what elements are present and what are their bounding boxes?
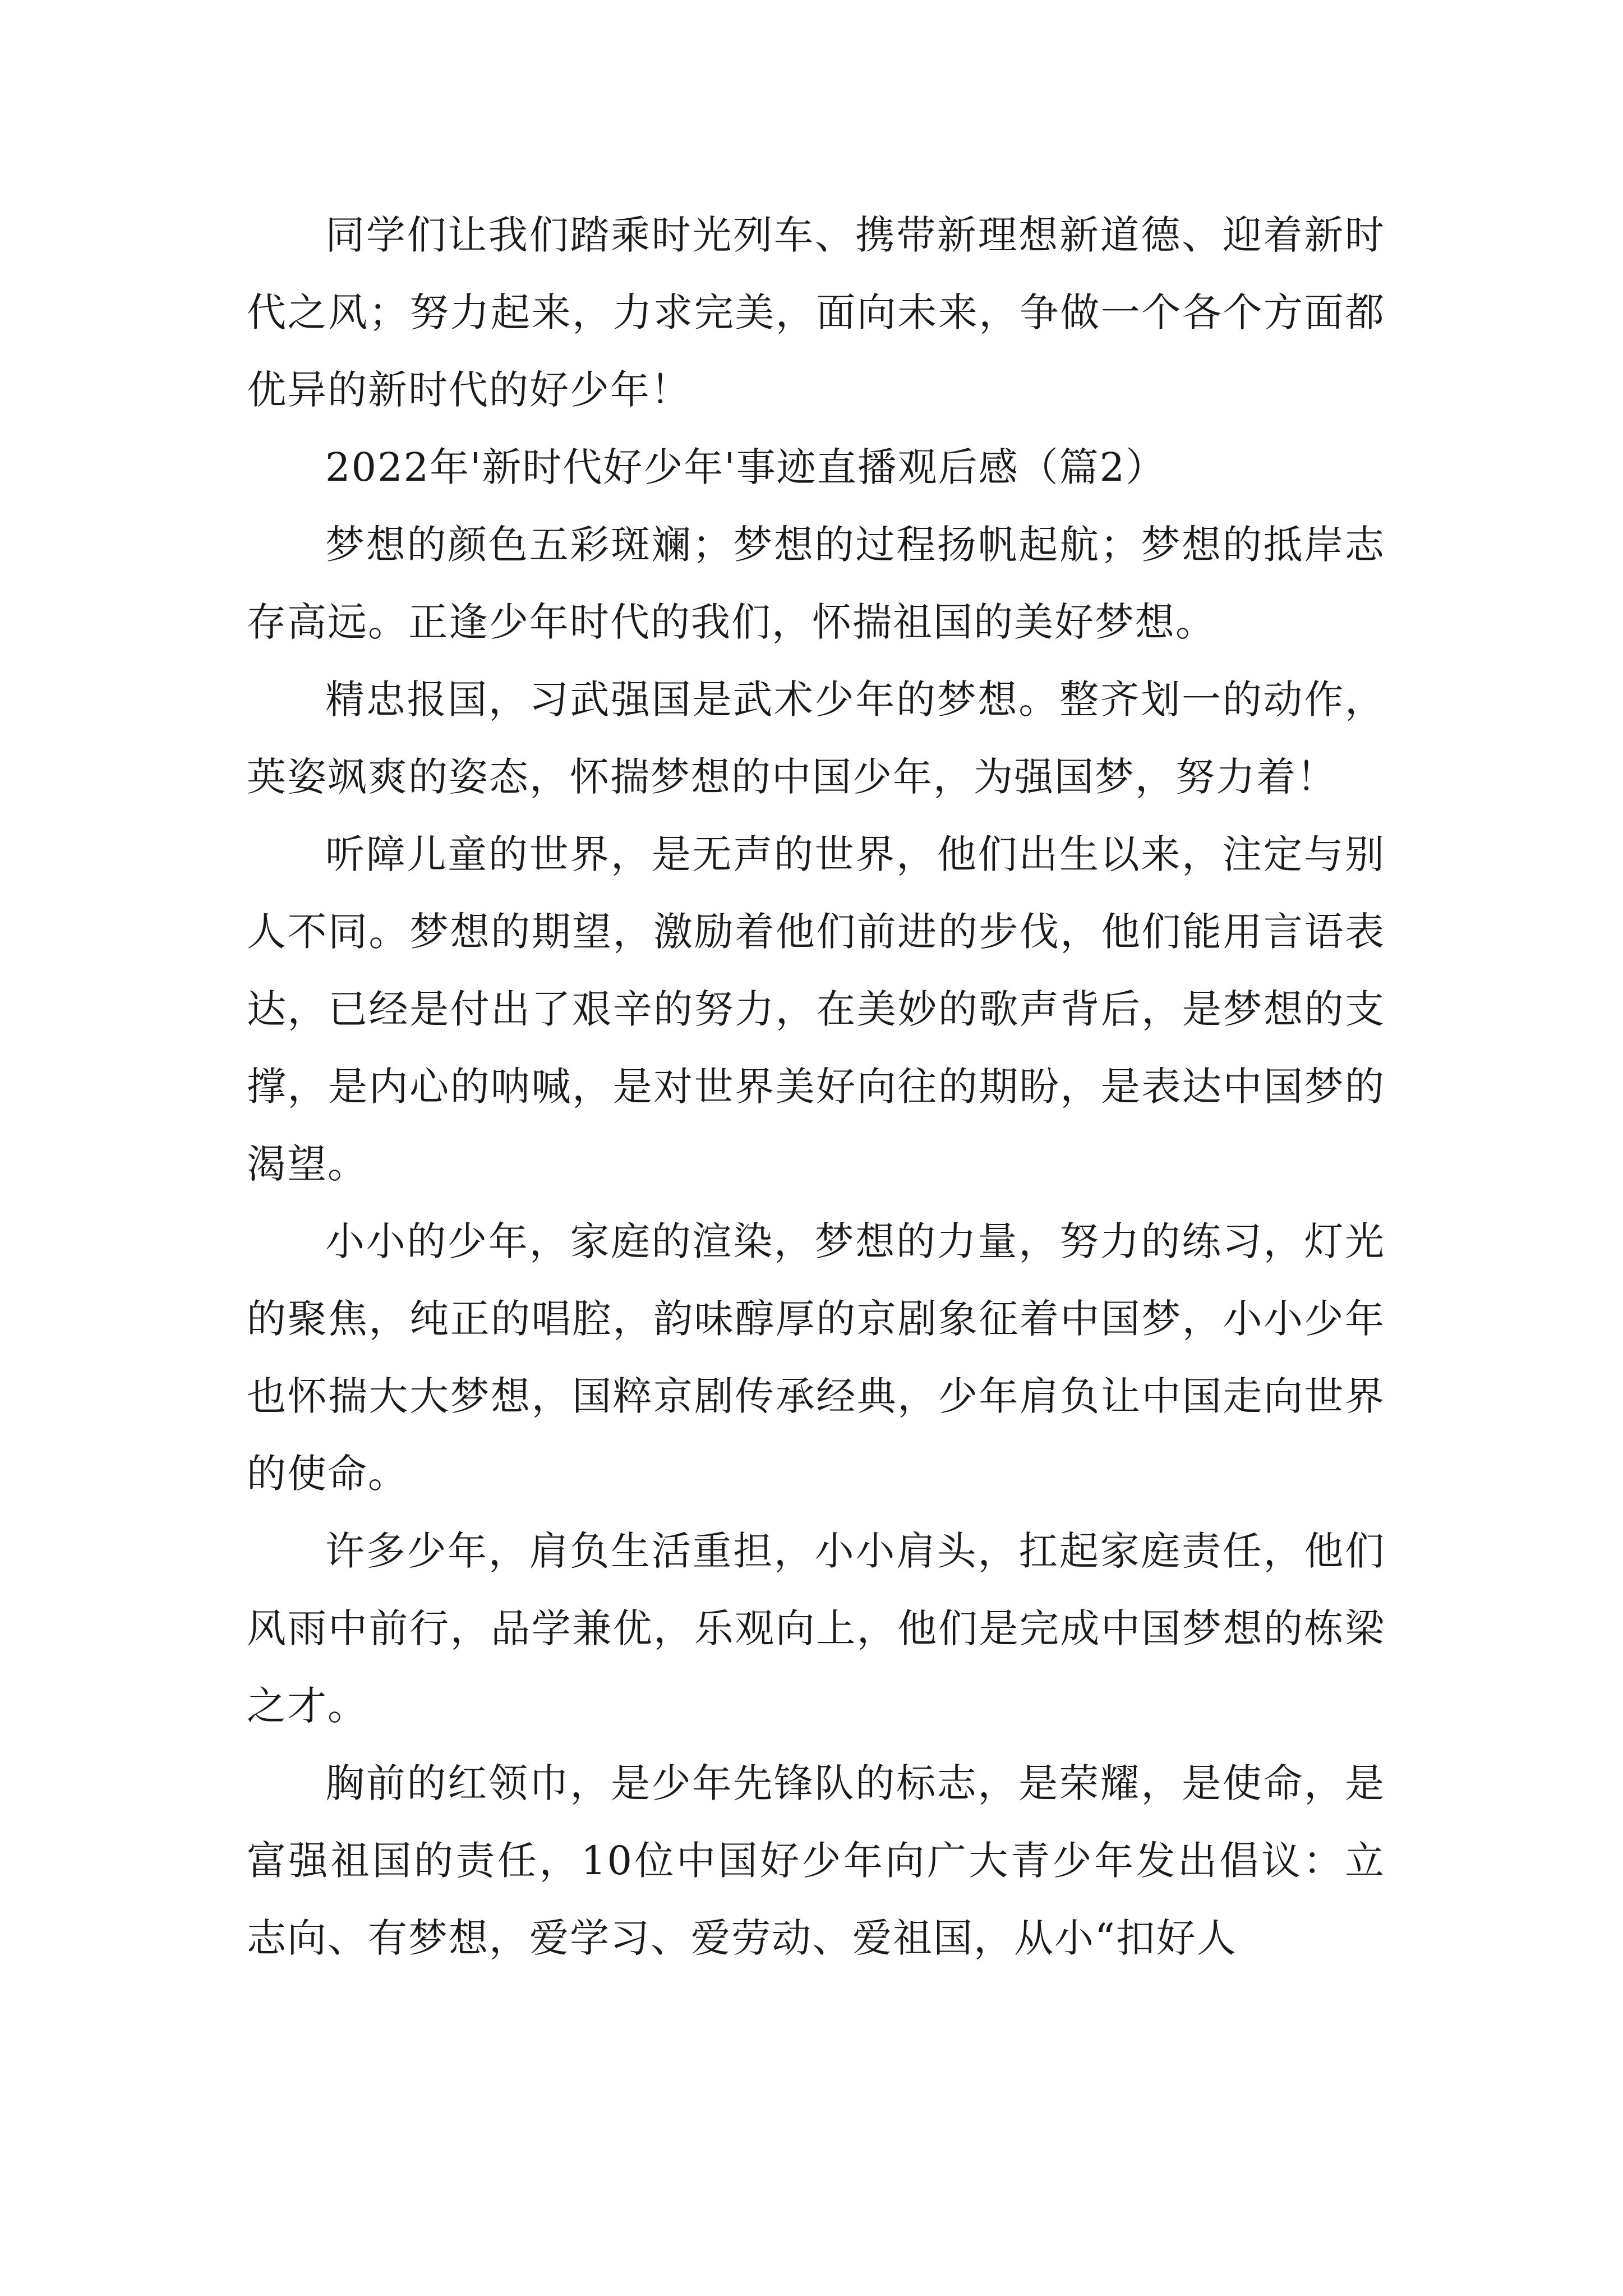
- paragraph-5: 小小的少年，家庭的渲染，梦想的力量，努力的练习，灯光的聚焦，纯正的唱腔，韵味醇厚的京剧象征着中国梦，小小少年也怀揣大大梦想，国粹京剧传承经典，少年肩负让中国走向世界的使命。: [247, 1218, 1385, 1497]
- paragraph-3: 精忠报国，习武强国是武术少年的梦想。整齐划一的动作，英姿飒爽的姿态，怀揣梦想的中国少年，为强国梦，努力着！: [247, 677, 1385, 800]
- paragraph-4: 听障儿童的世界，是无声的世界，他们出生以来，注定与别人不同。梦想的期望，激励着他们前进的步伐，他们能用言语表达，已经是付出了艰辛的努力，在美妙的歌声背后，是梦想的支撑，是内心的呐喊，是对世界美好向往的期盼，是表达中国梦的渴望。: [247, 831, 1385, 1187]
- section-heading: 2022年'新时代好少年'事迹直播观后感（篇2）: [325, 444, 1166, 490]
- paragraph-7: 胸前的红领巾，是少年先锋队的标志，是荣耀，是使命，是富强祖国的责任，10位中国好少年向广大青少年发出倡议：立志向、有梦想，爱学习、爱劳动、爱祖国，从小“扣好人: [247, 1760, 1385, 1961]
- paragraph-2: 梦想的颜色五彩斑斓；梦想的过程扬帆起航；梦想的抵岸志存高远。正逢少年时代的我们，怀揣祖国的美好梦想。: [247, 522, 1385, 645]
- document-body: [247, 196, 1385, 1977]
- paragraph-1: 同学们让我们踏乘时光列车、携带新理想新道德、迎着新时代之风；努力起来，力求完美，面向未来，争做一个各个方面都优异的新时代的好少年！: [247, 212, 1385, 413]
- paragraph-6: 许多少年，肩负生活重担，小小肩头，扛起家庭责任，他们风雨中前行，品学兼优，乐观向上，他们是完成中国梦想的栋梁之才。: [247, 1528, 1385, 1729]
